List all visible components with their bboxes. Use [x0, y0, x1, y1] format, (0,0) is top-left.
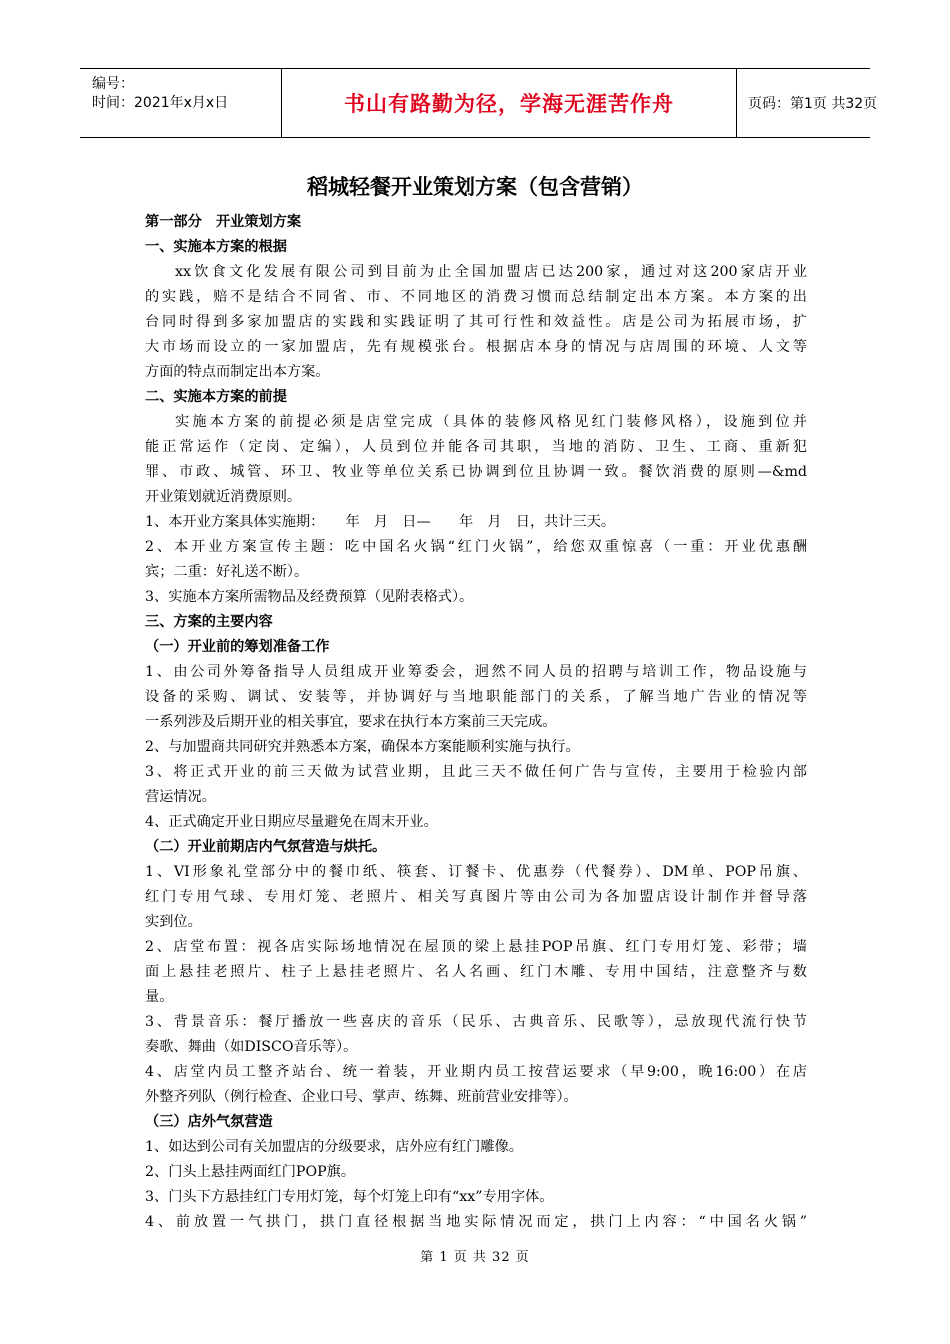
- paragraph-line: 4、正式确定开业日期应尽量避免在周末开业。: [145, 814, 438, 830]
- part-heading: 第一部分 开业策划方案: [145, 214, 302, 230]
- section-heading: 三、方案的主要内容: [145, 614, 273, 630]
- paragraph-line: 台同时得到多家加盟店的实践和实践证明了其可行性和效益性。店是公司为拓展市场，扩: [145, 314, 807, 330]
- paragraph-line: 4、前放置一气拱门，拱门直径根据当地实际情况而定，拱门上内容：“中国名火锅”: [145, 1214, 807, 1230]
- paragraph-line: 1、本开业方案具体实施期： 年 月 日— 年 月 日，共计三天。: [145, 514, 616, 530]
- header-page-label: 页码：第1页 共32页: [748, 96, 878, 112]
- paragraph-line: 一系列涉及后期开业的相关事宜，要求在执行本方案前三天完成。: [145, 714, 557, 730]
- paragraph-line: 实到位。: [145, 914, 202, 930]
- paragraph-line: xx饮食文化发展有限公司到目前为止全国加盟店已达200家，通过对这200家店开业: [175, 264, 807, 280]
- paragraph-line: 罪、市政、城管、环卫、牧业等单位关系已协调到位且协调一致。餐饮消费的原则—&md: [145, 464, 807, 480]
- paragraph-line: 能正常运作（定岗、定编），人员到位并能各司其职，当地的消防、卫生、工商、重新犯: [145, 439, 807, 455]
- section-heading: 二、实施本方案的前提: [145, 389, 287, 405]
- paragraph-line: 营运情况。: [145, 789, 216, 805]
- paragraph-line: 1、由公司外筹备指导人员组成开业筹委会，迥然不同人员的招聘与培训工作，物品设施与: [145, 664, 807, 680]
- paragraph-line: 开业策划就近消费原则。: [145, 489, 302, 505]
- header-motto-cell: [281, 69, 737, 137]
- number-label: 编号：: [92, 76, 134, 92]
- paragraph-line: 设备的采购、调试、安装等，并协调好与当地职能部门的关系，了解当地广告业的情况等: [145, 689, 807, 705]
- document-body: [145, 210, 807, 1235]
- paragraph-line: 宾；二重：好礼送不断）。: [145, 564, 309, 580]
- date-label: 时间：2021年x月x日: [92, 95, 229, 111]
- paragraph-line: 1、VI形象礼堂部分中的餐巾纸、筷套、订餐卡、优惠券（代餐券）、DM单、POP吊旗、: [145, 864, 807, 880]
- paragraph-line: 1、如达到公司有关加盟店的分级要求，店外应有红门雕像。: [145, 1139, 523, 1155]
- header-meta: [80, 69, 281, 137]
- subsection-heading: （二）开业前期店内气氛营造与烘托。: [145, 839, 387, 855]
- document-title: 稻城轻餐开业策划方案（包含营销）: [307, 175, 643, 199]
- subsection-heading: （一）开业前的筹划准备工作: [145, 639, 330, 655]
- paragraph-line: 大市场而设立的一家加盟店，先有规模张台。根据店本身的情况与店周围的环境、人文等: [145, 339, 807, 355]
- paragraph-line: 量。: [145, 989, 174, 1005]
- paragraph-line: 2、本开业方案宣传主题：吃中国名火锅“红门火锅”，给您双重惊喜（一重：开业优惠酬: [145, 539, 807, 555]
- paragraph-line: 3、将正式开业的前三天做为试营业期，且此三天不做任何广告与宣传，主要用于检验内部: [145, 764, 807, 780]
- header-motto: 书山有路勤为径，学海无涯苦作舟: [344, 92, 674, 116]
- header-page-cell: [736, 69, 878, 137]
- paragraph-line: 的实践，赔不是结合不同省、市、不同地区的消费习惯而总结制定出本方案。本方案的出: [145, 289, 807, 305]
- paragraph-line: 3、背景音乐：餐厅播放一些喜庆的音乐（民乐、古典音乐、民歌等），忌放现代流行快节: [145, 1014, 807, 1030]
- paragraph-line: 奏歌、舞曲（如DISCO音乐等）。: [145, 1039, 358, 1055]
- paragraph-line: 4、店堂内员工整齐站台、统一着装，开业期内员工按营运要求（早9:00，晚16:00）在店: [145, 1064, 807, 1080]
- paragraph-line: 实施本方案的前提必须是店堂完成（具体的装修风格见红门装修风格），设施到位并: [175, 414, 807, 430]
- paragraph-line: 3、门头下方悬挂红门专用灯笼，每个灯笼上印有“xx”专用字体。: [145, 1189, 554, 1205]
- paragraph-line: 2、店堂布置：视各店实际场地情况在屋顶的梁上悬挂POP吊旗、红门专用灯笼、彩带；墙: [145, 939, 807, 955]
- section-heading: 一、实施本方案的根据: [145, 239, 287, 255]
- paragraph-line: 面上悬挂老照片、柱子上悬挂老照片、名人名画、红门木雕、专用中国结，注意整齐与数: [145, 964, 807, 980]
- paragraph-line: 2、门头上悬挂两面红门POP旗。: [145, 1164, 356, 1180]
- page-footer: 第 1 页 共 32 页: [420, 1250, 530, 1265]
- page-header: [80, 68, 878, 138]
- paragraph-line: 红门专用气球、专用灯笼、老照片、相关写真图片等由公司为各加盟店设计制作并督导落: [145, 889, 807, 905]
- paragraph-line: 方面的特点而制定出本方案。: [145, 364, 330, 380]
- paragraph-line: 2、与加盟商共同研究并熟悉本方案，确保本方案能顺利实施与执行。: [145, 739, 580, 755]
- paragraph-line: 外整齐列队（例行检查、企业口号、掌声、练舞、班前营业安排等）。: [145, 1089, 578, 1105]
- paragraph-line: 3、实施本方案所需物品及经费预算（见附表格式）。: [145, 589, 474, 605]
- subsection-heading: （三）店外气氛营造: [145, 1114, 273, 1130]
